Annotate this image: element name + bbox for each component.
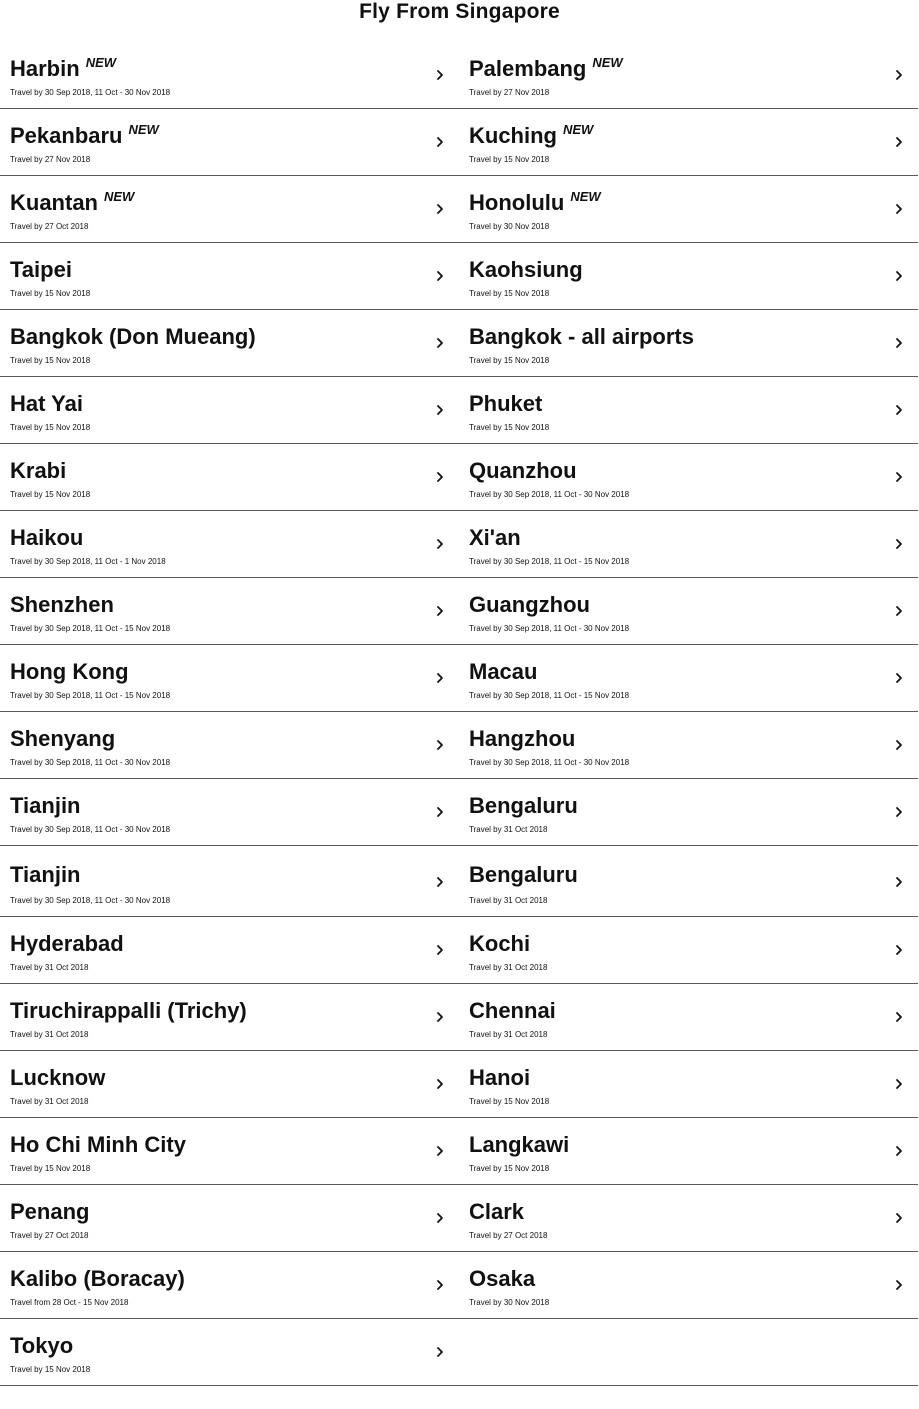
- destination-city: [10, 1333, 73, 1359]
- travel-period: Travel by 31 Oct 2018: [469, 963, 548, 972]
- travel-period: Travel by 27 Oct 2018: [469, 1231, 548, 1240]
- destination-city: [469, 324, 694, 350]
- destination-item[interactable]: [0, 645, 459, 711]
- chevron-right-icon[interactable]: [892, 1278, 906, 1292]
- new-badge: NEW: [563, 122, 594, 137]
- destination-item[interactable]: [459, 1252, 918, 1318]
- travel-period: Travel from 28 Oct - 15 Nov 2018: [10, 1298, 129, 1307]
- destination-city-name: Tianjin: [10, 862, 81, 887]
- destination-city-name: Bengaluru: [469, 862, 578, 887]
- chevron-right-icon[interactable]: [433, 135, 447, 149]
- travel-period: Travel by 15 Nov 2018: [469, 289, 550, 298]
- destination-row: [0, 1185, 918, 1252]
- chevron-right-icon[interactable]: [433, 671, 447, 685]
- travel-period: Travel by 15 Nov 2018: [469, 1097, 550, 1106]
- destination-city-name: Shenzhen: [10, 592, 114, 617]
- destination-city-name: Kalibo (Boracay): [10, 1266, 185, 1291]
- destination-item[interactable]: [0, 984, 459, 1050]
- destination-item[interactable]: [459, 917, 918, 983]
- chevron-right-icon[interactable]: [433, 202, 447, 216]
- destination-city-name: Langkawi: [469, 1132, 570, 1157]
- destination-item[interactable]: [459, 511, 918, 577]
- chevron-right-icon[interactable]: [892, 537, 906, 551]
- destination-city: [10, 56, 116, 85]
- chevron-right-icon[interactable]: [892, 269, 906, 283]
- travel-period: Travel by 15 Nov 2018: [10, 289, 91, 298]
- travel-period: Travel by 31 Oct 2018: [469, 896, 548, 905]
- chevron-right-icon[interactable]: [433, 336, 447, 350]
- destination-row: [0, 1252, 918, 1319]
- chevron-right-icon[interactable]: [892, 68, 906, 82]
- destination-item[interactable]: [0, 377, 459, 443]
- destination-city-name: Bangkok - all airports: [469, 324, 694, 349]
- destination-grid: [0, 42, 918, 1386]
- destination-item[interactable]: [0, 1118, 459, 1184]
- chevron-right-icon[interactable]: [433, 1278, 447, 1292]
- chevron-right-icon[interactable]: [433, 1010, 447, 1024]
- destination-item[interactable]: [459, 1118, 918, 1184]
- destination-city: [469, 458, 577, 484]
- travel-period: Travel by 15 Nov 2018: [10, 423, 91, 432]
- travel-period: Travel by 31 Oct 2018: [10, 963, 89, 972]
- destination-city-name: Guangzhou: [469, 592, 590, 617]
- destination-city-name: Chennai: [469, 998, 556, 1023]
- destination-city: [469, 190, 601, 219]
- travel-period: Travel by 30 Sep 2018, 11 Oct - 15 Nov 2018: [10, 624, 171, 633]
- destination-city: [10, 123, 159, 152]
- chevron-right-icon[interactable]: [892, 403, 906, 417]
- destination-city: [10, 862, 81, 888]
- destination-city-name: Bengaluru: [469, 793, 578, 818]
- destination-city: [469, 793, 578, 819]
- destination-row: [0, 984, 918, 1051]
- destination-item[interactable]: [459, 243, 918, 309]
- travel-period: Travel by 27 Oct 2018: [10, 222, 89, 231]
- destination-city-name: Tiruchirappalli (Trichy): [10, 998, 247, 1023]
- destination-item[interactable]: [459, 42, 918, 108]
- destination-city: [469, 726, 575, 752]
- new-badge: NEW: [85, 55, 117, 70]
- destination-city-name: Kuching: [469, 123, 557, 148]
- chevron-right-icon[interactable]: [433, 1144, 447, 1158]
- destination-city: [10, 931, 124, 957]
- destination-item[interactable]: [459, 578, 918, 644]
- destination-row: [0, 109, 918, 176]
- destination-item[interactable]: [0, 176, 459, 242]
- destination-city-name: Honolulu: [469, 190, 565, 215]
- destination-city-name: Lucknow: [10, 1065, 106, 1090]
- destination-row: [0, 42, 918, 109]
- destination-city: [469, 592, 590, 618]
- travel-period: Travel by 15 Nov 2018: [10, 490, 91, 499]
- destination-city: [469, 1132, 569, 1158]
- destination-item[interactable]: [459, 779, 918, 845]
- destination-city: [10, 391, 83, 417]
- chevron-right-icon[interactable]: [892, 875, 906, 889]
- destination-city-name: Kuantan: [10, 190, 98, 215]
- destination-item[interactable]: [0, 846, 459, 916]
- destination-item[interactable]: [459, 444, 918, 510]
- travel-period: Travel by 15 Nov 2018: [469, 356, 550, 365]
- destination-row: [0, 779, 918, 846]
- destination-city: [469, 123, 593, 152]
- travel-period: Travel by 31 Oct 2018: [469, 825, 548, 834]
- destination-city: [10, 257, 72, 283]
- chevron-right-icon[interactable]: [892, 1010, 906, 1024]
- destination-item[interactable]: [0, 109, 459, 175]
- chevron-right-icon[interactable]: [433, 943, 447, 957]
- destination-row: [0, 1319, 918, 1386]
- travel-period: Travel by 30 Sep 2018, 11 Oct - 30 Nov 2018: [10, 825, 171, 834]
- travel-period: Travel by 30 Sep 2018, 11 Oct - 1 Nov 2018: [10, 557, 166, 566]
- new-badge: NEW: [128, 122, 159, 137]
- destination-row: [0, 1118, 918, 1185]
- destination-row: [0, 846, 918, 917]
- destination-row: [0, 917, 918, 984]
- destination-item[interactable]: [459, 377, 918, 443]
- chevron-right-icon[interactable]: [892, 604, 906, 618]
- travel-period: Travel by 31 Oct 2018: [469, 1030, 548, 1039]
- destination-city-name: Harbin: [10, 56, 80, 81]
- travel-period: Travel by 15 Nov 2018: [469, 423, 550, 432]
- destination-city: [10, 324, 256, 350]
- destination-row: [0, 1051, 918, 1118]
- page-title: Fly From Singapore: [359, 0, 560, 23]
- destination-city-name: Clark: [469, 1199, 525, 1224]
- destination-city-name: Hat Yai: [10, 391, 83, 416]
- travel-period: Travel by 31 Oct 2018: [10, 1097, 89, 1106]
- chevron-right-icon[interactable]: [892, 943, 906, 957]
- destination-item[interactable]: [0, 511, 459, 577]
- destination-item[interactable]: [459, 645, 918, 711]
- destination-item[interactable]: [0, 243, 459, 309]
- destination-city-name: Hong Kong: [10, 659, 129, 684]
- destination-item[interactable]: [0, 1185, 459, 1251]
- destination-item[interactable]: [0, 1252, 459, 1318]
- chevron-right-icon[interactable]: [892, 1144, 906, 1158]
- chevron-right-icon[interactable]: [433, 1211, 447, 1225]
- chevron-right-icon[interactable]: [433, 269, 447, 283]
- destination-city-name: Hangzhou: [469, 726, 576, 751]
- chevron-right-icon[interactable]: [433, 805, 447, 819]
- destination-city-name: Quanzhou: [469, 458, 577, 483]
- destination-item[interactable]: [0, 578, 459, 644]
- destination-item[interactable]: [0, 1319, 459, 1385]
- destination-item[interactable]: [0, 917, 459, 983]
- destination-city: [469, 56, 623, 85]
- chevron-right-icon[interactable]: [433, 470, 447, 484]
- travel-period: Travel by 27 Nov 2018: [469, 88, 550, 97]
- new-badge: NEW: [592, 55, 623, 70]
- destination-city: [10, 1132, 186, 1158]
- chevron-right-icon[interactable]: [892, 1077, 906, 1091]
- travel-period: Travel by 27 Nov 2018: [10, 155, 91, 164]
- chevron-right-icon[interactable]: [892, 135, 906, 149]
- destination-city-name: Taipei: [10, 257, 72, 282]
- travel-period: Travel by 31 Oct 2018: [10, 1030, 89, 1039]
- chevron-right-icon[interactable]: [892, 470, 906, 484]
- destination-row: [0, 578, 918, 645]
- destination-item[interactable]: [459, 712, 918, 778]
- destination-item[interactable]: [459, 1051, 918, 1117]
- travel-period: Travel by 15 Nov 2018: [10, 356, 91, 365]
- destination-city: [469, 257, 583, 283]
- travel-period: Travel by 30 Nov 2018: [469, 222, 550, 231]
- destination-city: [469, 525, 521, 551]
- destination-city: [10, 190, 134, 219]
- destination-city: [469, 862, 578, 888]
- chevron-right-icon[interactable]: [892, 336, 906, 350]
- chevron-right-icon[interactable]: [892, 1211, 906, 1225]
- destination-row: [0, 377, 918, 444]
- travel-period: Travel by 30 Sep 2018, 11 Oct - 30 Nov 2018: [469, 624, 630, 633]
- destination-city-name: Pekanbaru: [10, 123, 123, 148]
- destination-city-name: Tokyo: [10, 1333, 74, 1358]
- travel-period: Travel by 30 Sep 2018, 11 Oct - 15 Nov 2018: [10, 691, 171, 700]
- destination-city: [10, 458, 66, 484]
- destination-city-name: Phuket: [469, 391, 543, 416]
- travel-period: Travel by 15 Nov 2018: [469, 1164, 550, 1173]
- destination-row: [0, 444, 918, 511]
- destination-item[interactable]: [0, 444, 459, 510]
- new-badge: NEW: [570, 189, 601, 204]
- destination-city: [10, 592, 114, 618]
- travel-period: Travel by 30 Sep 2018, 11 Oct - 30 Nov 2018: [469, 490, 630, 499]
- destination-item[interactable]: [0, 779, 459, 845]
- chevron-right-icon[interactable]: [433, 875, 447, 889]
- destination-row: [0, 645, 918, 712]
- travel-period: Travel by 30 Sep 2018, 11 Oct - 30 Nov 2018: [10, 88, 171, 97]
- travel-period: Travel by 30 Sep 2018, 11 Oct - 15 Nov 2018: [469, 557, 630, 566]
- destination-city: [469, 1266, 535, 1292]
- destination-city: [10, 1266, 185, 1292]
- travel-period: Travel by 15 Nov 2018: [10, 1164, 91, 1173]
- destination-city-name: Tianjin: [10, 793, 81, 818]
- chevron-right-icon[interactable]: [433, 537, 447, 551]
- destination-city-name: Haikou: [10, 525, 84, 550]
- destination-item[interactable]: [0, 310, 459, 376]
- travel-period: Travel by 30 Sep 2018, 11 Oct - 30 Nov 2018: [469, 758, 630, 767]
- destination-row: [0, 712, 918, 779]
- destination-row: [0, 310, 918, 377]
- destination-city-name: Penang: [10, 1199, 90, 1224]
- chevron-right-icon[interactable]: [433, 68, 447, 82]
- chevron-right-icon[interactable]: [892, 805, 906, 819]
- destination-item[interactable]: [0, 42, 459, 108]
- travel-period: Travel by 30 Sep 2018, 11 Oct - 30 Nov 2018: [10, 758, 171, 767]
- destination-city-name: Hanoi: [469, 1065, 531, 1090]
- new-badge: NEW: [104, 189, 135, 204]
- destination-city: [469, 1199, 524, 1225]
- chevron-right-icon[interactable]: [433, 1345, 447, 1359]
- chevron-right-icon[interactable]: [892, 671, 906, 685]
- destination-item[interactable]: [459, 109, 918, 175]
- destination-city-name: Bangkok (Don Mueang): [10, 324, 256, 349]
- destination-city-name: Palembang: [469, 56, 587, 81]
- destination-city: [10, 726, 115, 752]
- chevron-right-icon[interactable]: [433, 604, 447, 618]
- destination-city-name: Ho Chi Minh City: [10, 1132, 186, 1157]
- destination-city: [469, 659, 537, 685]
- destination-city-name: Osaka: [469, 1266, 536, 1291]
- destination-city: [10, 998, 247, 1024]
- destination-city-name: Krabi: [10, 458, 67, 483]
- destination-city-name: Hyderabad: [10, 931, 124, 956]
- chevron-right-icon[interactable]: [433, 738, 447, 752]
- chevron-right-icon[interactable]: [433, 403, 447, 417]
- destination-city-name: Macau: [469, 659, 538, 684]
- destination-city-name: Xi'an: [469, 525, 521, 550]
- travel-period: Travel by 30 Sep 2018, 11 Oct - 30 Nov 2018: [10, 896, 171, 905]
- destination-item[interactable]: [0, 712, 459, 778]
- destination-city: [469, 1065, 530, 1091]
- destination-city: [469, 998, 556, 1024]
- destination-city: [10, 793, 81, 819]
- chevron-right-icon[interactable]: [892, 202, 906, 216]
- chevron-right-icon[interactable]: [892, 738, 906, 752]
- destination-city: [10, 1065, 105, 1091]
- destination-city: [10, 659, 129, 685]
- destination-item[interactable]: [459, 984, 918, 1050]
- destination-row: [0, 243, 918, 310]
- destination-item[interactable]: [459, 1185, 918, 1251]
- travel-period: Travel by 27 Oct 2018: [10, 1231, 89, 1240]
- travel-period: Travel by 15 Nov 2018: [10, 1365, 91, 1374]
- destination-item[interactable]: [0, 1051, 459, 1117]
- destination-city-name: Kochi: [469, 931, 531, 956]
- destination-city: [469, 391, 542, 417]
- travel-period: Travel by 30 Nov 2018: [469, 1298, 550, 1307]
- destination-city: [10, 525, 83, 551]
- destination-row: [0, 511, 918, 578]
- destination-city: [469, 931, 530, 957]
- destination-row: [0, 176, 918, 243]
- chevron-right-icon[interactable]: [433, 1077, 447, 1091]
- destination-item[interactable]: [459, 846, 918, 916]
- travel-period: Travel by 30 Sep 2018, 11 Oct - 15 Nov 2018: [469, 691, 630, 700]
- destination-city-name: Shenyang: [10, 726, 116, 751]
- destination-city: [10, 1199, 89, 1225]
- destination-item[interactable]: [459, 176, 918, 242]
- destination-item[interactable]: [459, 310, 918, 376]
- destination-city-name: Kaohsiung: [469, 257, 583, 282]
- travel-period: Travel by 15 Nov 2018: [469, 155, 550, 164]
